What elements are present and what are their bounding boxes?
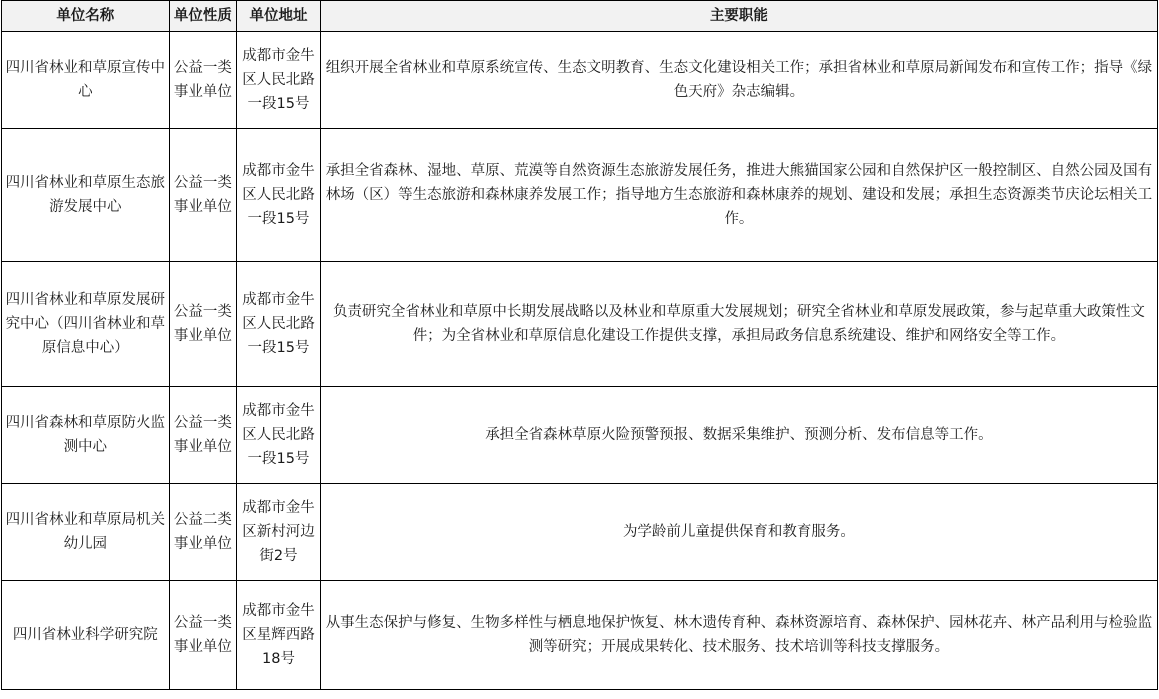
unit-nature-cell: 公益一类事业单位	[169, 32, 236, 129]
header-row	[2, 1, 1158, 32]
unit-name-cell: 四川省林业和草原生态旅游发展中心	[2, 129, 170, 262]
table-row	[2, 262, 1158, 387]
unit-function-cell: 承担全省森林、湿地、草原、荒漠等自然资源生态旅游发展任务，推进大熊猫国家公园和自然保护区一般控制区、自然公园及国有林场（区）等生态旅游和森林康养发展工作；指导地方生态旅游和森林康养的规划、建设和发展；承担生态资源类节庆论坛相关工作。	[320, 129, 1157, 262]
unit-name-cell: 四川省林业和草原发展研究中心（四川省林业和草原信息中心）	[2, 262, 170, 387]
unit-nature-cell: 公益二类事业单位	[169, 484, 236, 581]
unit-function-cell: 从事生态保护与修复、生物多样性与栖息地保护恢复、林木遗传育种、森林资源培育、森林保护、园林花卉、林产品利用与检验监测等研究；开展成果转化、技术服务、技术培训等科技支撑服务。	[320, 581, 1157, 690]
table-row	[2, 581, 1158, 690]
table-row	[2, 129, 1158, 262]
unit-nature-cell: 公益一类事业单位	[169, 387, 236, 484]
unit-address-cell: 成都市金牛区人民北路一段15号	[237, 387, 321, 484]
unit-function-cell: 为学龄前儿童提供保育和教育服务。	[320, 484, 1157, 581]
header-unit-name: 单位名称	[2, 1, 170, 32]
unit-name-cell: 四川省林业和草原宣传中心	[2, 32, 170, 129]
unit-address-cell: 成都市金牛区人民北路一段15号	[237, 262, 321, 387]
units-table	[1, 0, 1158, 690]
unit-name-cell: 四川省林业科学研究院	[2, 581, 170, 690]
header-main-function: 主要职能	[320, 1, 1157, 32]
unit-nature-cell: 公益一类事业单位	[169, 262, 236, 387]
table-row	[2, 387, 1158, 484]
unit-nature-cell: 公益一类事业单位	[169, 581, 236, 690]
header-unit-nature: 单位性质	[169, 1, 236, 32]
unit-name-cell: 四川省森林和草原防火监测中心	[2, 387, 170, 484]
unit-address-cell: 成都市金牛区星辉西路18号	[237, 581, 321, 690]
unit-address-cell: 成都市金牛区人民北路一段15号	[237, 32, 321, 129]
unit-nature-cell: 公益一类事业单位	[169, 129, 236, 262]
unit-address-cell: 成都市金牛区人民北路一段15号	[237, 129, 321, 262]
unit-function-cell: 负责研究全省林业和草原中长期发展战略以及林业和草原重大发展规划；研究全省林业和草原发展政策，参与起草重大政策性文件；为全省林业和草原信息化建设工作提供支撑，承担局政务信息系统建设、维护和网络安全等工作。	[320, 262, 1157, 387]
unit-function-cell: 组织开展全省林业和草原系统宣传、生态文明教育、生态文化建设相关工作；承担省林业和草原局新闻发布和宣传工作；指导《绿色天府》杂志编辑。	[320, 32, 1157, 129]
table-row	[2, 484, 1158, 581]
unit-name-cell: 四川省林业和草原局机关幼儿园	[2, 484, 170, 581]
unit-address-cell: 成都市金牛区新村河边街2号	[237, 484, 321, 581]
unit-function-cell: 承担全省森林草原火险预警预报、数据采集维护、预测分析、发布信息等工作。	[320, 387, 1157, 484]
header-unit-address: 单位地址	[237, 1, 321, 32]
table-row	[2, 32, 1158, 129]
